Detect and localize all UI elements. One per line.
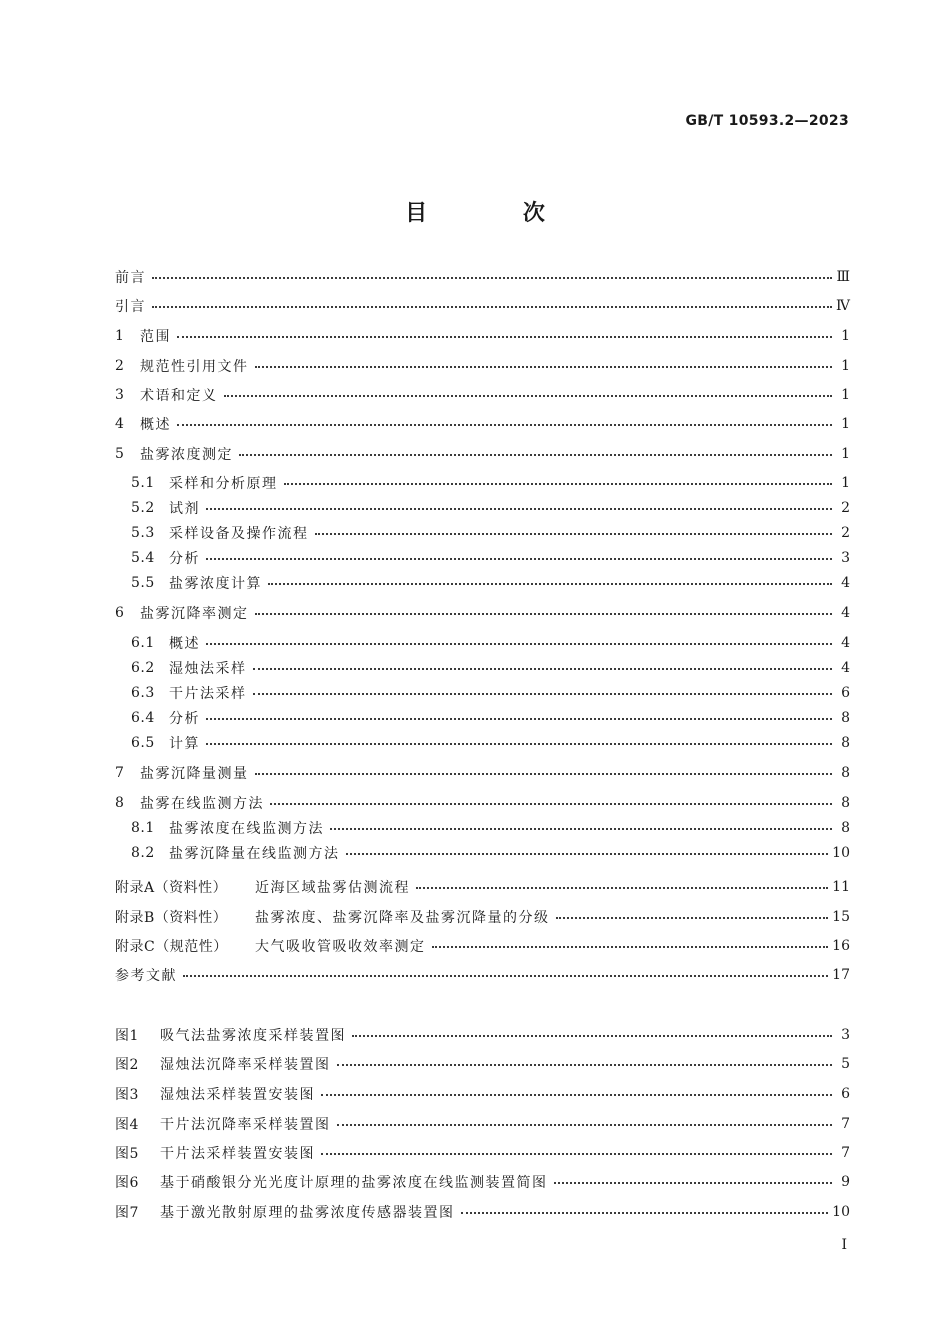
- figure-entry-page: 6: [841, 1086, 850, 1102]
- dot-leader: [255, 763, 833, 783]
- toc-entry-number: 1: [115, 328, 125, 344]
- toc-entry-number: 附录C（规范性）: [115, 939, 228, 955]
- toc-entry-number: 5.3: [131, 525, 155, 541]
- toc-entry-number: 6.1: [131, 635, 155, 651]
- toc-entry-page: 2: [841, 500, 850, 516]
- toc-entry-number: 5: [115, 446, 125, 462]
- toc-entry-page: 8: [841, 710, 850, 726]
- dot-leader: [556, 907, 829, 927]
- toc-entry[interactable]: [131, 843, 850, 863]
- toc-entry-title: 盐雾沉降率测定: [140, 606, 249, 622]
- toc-entry-number: 5.4: [131, 550, 155, 566]
- toc-entry[interactable]: [131, 523, 850, 543]
- toc-entry-page: 4: [841, 660, 850, 676]
- dot-leader: [206, 548, 832, 568]
- toc-entry-page: 17: [832, 967, 850, 983]
- dot-leader: [255, 603, 833, 623]
- toc-entry-page: 6: [841, 685, 850, 701]
- toc-entry-title: 盐雾浓度计算: [169, 576, 262, 592]
- toc-entry-title: 概述: [169, 636, 200, 652]
- toc-entry-page: 3: [841, 550, 850, 566]
- dot-leader: [315, 523, 833, 543]
- dot-leader: [337, 1054, 833, 1074]
- toc-entry[interactable]: [131, 498, 850, 518]
- figure-entry-title: 湿烛法采样装置安装图: [160, 1087, 315, 1103]
- toc-entry-number: 3: [115, 387, 125, 403]
- figure-entry[interactable]: [115, 1143, 850, 1163]
- toc-entry-number: 4: [115, 416, 125, 432]
- toc-entry-page: 1: [841, 475, 850, 491]
- toc-entry[interactable]: [115, 965, 850, 985]
- dot-leader: [270, 793, 832, 813]
- figure-entry-number: 图1: [115, 1028, 139, 1044]
- toc-entry-page: 4: [841, 575, 850, 591]
- toc-entry[interactable]: [131, 683, 850, 703]
- toc-entry-title: 盐雾在线监测方法: [140, 796, 264, 812]
- dot-leader: [432, 936, 829, 956]
- toc-entry-title: 引言: [115, 299, 146, 315]
- dot-leader: [239, 444, 832, 464]
- figure-entry-number: 图5: [115, 1146, 139, 1162]
- toc-entry[interactable]: [131, 548, 850, 568]
- toc-entry-number: 6.2: [131, 660, 155, 676]
- toc-entry[interactable]: [115, 763, 850, 783]
- toc-entry[interactable]: [131, 708, 850, 728]
- toc-entry[interactable]: [131, 818, 850, 838]
- figure-entry[interactable]: [115, 1172, 850, 1192]
- toc-entry-page: 1: [841, 328, 850, 344]
- toc-entry[interactable]: [115, 793, 850, 813]
- dot-leader: [337, 1114, 833, 1134]
- figure-entry-page: 7: [841, 1116, 850, 1132]
- figure-entry-number: 图6: [115, 1175, 139, 1191]
- toc-entry-title: 规范性引用文件: [140, 359, 249, 375]
- figure-entry-number: 图2: [115, 1057, 139, 1073]
- toc-entry-page: 15: [832, 909, 850, 925]
- toc-entry-title: 术语和定义: [140, 388, 218, 404]
- toc-entry-title: 近海区域盐雾估测流程: [255, 880, 410, 896]
- toc-entry-page: 8: [841, 765, 850, 781]
- figure-entry-number: 图7: [115, 1205, 139, 1221]
- dot-leader: [152, 296, 832, 316]
- dot-leader: [206, 708, 832, 728]
- toc-entry-title: 前言: [115, 270, 146, 286]
- figure-entry-title: 干片法沉降率采样装置图: [160, 1117, 331, 1133]
- page-number-footer: Ⅰ: [841, 1237, 847, 1253]
- standard-code: GB/T 10593.2—2023: [685, 113, 849, 129]
- toc-entry-number: 附录A（资料性）: [115, 880, 228, 896]
- dot-leader: [321, 1084, 832, 1104]
- dot-leader: [416, 877, 828, 897]
- toc-entry-number: 7: [115, 765, 125, 781]
- toc-entry-page: Ⅲ: [836, 269, 850, 285]
- toc-entry[interactable]: [131, 733, 850, 753]
- dot-leader: [206, 498, 832, 518]
- toc-entry[interactable]: [115, 385, 850, 405]
- toc-entry[interactable]: [131, 473, 850, 493]
- figure-entry-title: 湿烛法沉降率采样装置图: [160, 1057, 331, 1073]
- toc-entry-title: 采样和分析原理: [169, 476, 278, 492]
- toc-entry[interactable]: [115, 356, 850, 376]
- dot-leader: [177, 414, 832, 434]
- figure-entry[interactable]: [115, 1114, 850, 1134]
- figure-entry[interactable]: [115, 1084, 850, 1104]
- dot-leader: [253, 658, 833, 678]
- figure-entry-title: 干片法采样装置安装图: [160, 1146, 315, 1162]
- dot-leader: [352, 1025, 832, 1045]
- toc-entry-number: 2: [115, 358, 125, 374]
- figure-entry[interactable]: [115, 1054, 850, 1074]
- toc-entry[interactable]: [115, 296, 850, 316]
- figure-entry-number: 图3: [115, 1087, 139, 1103]
- dot-leader: [206, 733, 832, 753]
- toc-entry-number: 8: [115, 795, 125, 811]
- toc-entry[interactable]: [131, 633, 850, 653]
- toc-entry[interactable]: [115, 603, 850, 623]
- toc-entry[interactable]: [115, 444, 850, 464]
- toc-entry-page: 1: [841, 446, 850, 462]
- toc-entry-number: 6.3: [131, 685, 155, 701]
- toc-entry-title: 盐雾浓度测定: [140, 447, 233, 463]
- toc-entry-page: Ⅳ: [836, 298, 850, 314]
- dot-leader: [255, 356, 833, 376]
- toc-entry-title: 分析: [169, 711, 200, 727]
- toc-entry[interactable]: [115, 326, 850, 346]
- dot-leader: [346, 843, 829, 863]
- figure-entry-number: 图4: [115, 1117, 139, 1133]
- toc-entry-page: 8: [841, 820, 850, 836]
- toc-entry-page: 8: [841, 795, 850, 811]
- toc-entry[interactable]: [115, 907, 850, 927]
- dot-leader: [224, 385, 833, 405]
- toc-entry[interactable]: [131, 573, 850, 593]
- toc-entry[interactable]: [131, 658, 850, 678]
- toc-entry-number: 6.4: [131, 710, 155, 726]
- toc-entry-title: 盐雾沉降量在线监测方法: [169, 846, 340, 862]
- figure-entry-page: 5: [841, 1056, 850, 1072]
- toc-entry-page: 10: [832, 845, 850, 861]
- dot-leader: [183, 965, 828, 985]
- dot-leader: [206, 633, 832, 653]
- toc-entry-page: 4: [841, 605, 850, 621]
- toc-entry-page: 1: [841, 416, 850, 432]
- toc-entry-page: 11: [832, 879, 850, 895]
- figure-entry-page: 3: [841, 1027, 850, 1043]
- dot-leader: [268, 573, 832, 593]
- toc-entry-title: 范围: [140, 329, 171, 345]
- toc-entry-title: 分析: [169, 551, 200, 567]
- figure-entry[interactable]: [115, 1202, 850, 1222]
- toc-entry[interactable]: [115, 267, 850, 287]
- toc-entry-number: 5.5: [131, 575, 155, 591]
- toc-entry-number: 5.2: [131, 500, 155, 516]
- toc-entry-title: 大气吸收管吸收效率测定: [255, 939, 426, 955]
- toc-entry-page: 8: [841, 735, 850, 751]
- toc-entry-title: 盐雾沉降量测量: [140, 766, 249, 782]
- toc-entry-title: 盐雾浓度、盐雾沉降率及盐雾沉降量的分级: [255, 910, 550, 926]
- toc-entry-title: 湿烛法采样: [169, 661, 247, 677]
- toc-entry[interactable]: [115, 936, 850, 956]
- dot-leader: [152, 267, 832, 287]
- toc-entry-title: 盐雾浓度在线监测方法: [169, 821, 324, 837]
- figure-entry-title: 基于硝酸银分光光度计原理的盐雾浓度在线监测装置简图: [160, 1175, 548, 1191]
- figure-entry-page: 7: [841, 1145, 850, 1161]
- toc-entry-number: 附录B（资料性）: [115, 910, 228, 926]
- page-title: 目 次: [405, 201, 589, 226]
- figure-entry-page: 9: [841, 1174, 850, 1190]
- dot-leader: [554, 1172, 833, 1192]
- toc-entry-number: 6: [115, 605, 125, 621]
- toc-entry-number: 8.2: [131, 845, 155, 861]
- toc-entry[interactable]: [115, 877, 850, 897]
- toc-entry-number: 6.5: [131, 735, 155, 751]
- toc-entry-page: 2: [841, 525, 850, 541]
- figure-entry[interactable]: [115, 1025, 850, 1045]
- toc-entry-title: 试剂: [169, 501, 200, 517]
- toc-entry-number: 8.1: [131, 820, 155, 836]
- dot-leader: [177, 326, 832, 346]
- dot-leader: [253, 683, 833, 703]
- toc-entry-number: 5.1: [131, 475, 155, 491]
- toc-entry-title: 干片法采样: [169, 686, 247, 702]
- figure-entry-page: 10: [832, 1204, 850, 1220]
- toc-entry-title: 参考文献: [115, 968, 177, 984]
- toc-entry-title: 计算: [169, 736, 200, 752]
- dot-leader: [321, 1143, 832, 1163]
- toc-entry-title: 概述: [140, 417, 171, 433]
- toc-entry-page: 4: [841, 635, 850, 651]
- toc-entry-page: 1: [841, 358, 850, 374]
- dot-leader: [284, 473, 833, 493]
- toc-entry-title: 采样设备及操作流程: [169, 526, 309, 542]
- dot-leader: [461, 1202, 829, 1222]
- figure-entry-title: 吸气法盐雾浓度采样装置图: [160, 1028, 346, 1044]
- toc-entry-page: 16: [832, 938, 850, 954]
- toc-entry-page: 1: [841, 387, 850, 403]
- dot-leader: [330, 818, 832, 838]
- toc-entry[interactable]: [115, 414, 850, 434]
- figure-entry-title: 基于激光散射原理的盐雾浓度传感器装置图: [160, 1205, 455, 1221]
